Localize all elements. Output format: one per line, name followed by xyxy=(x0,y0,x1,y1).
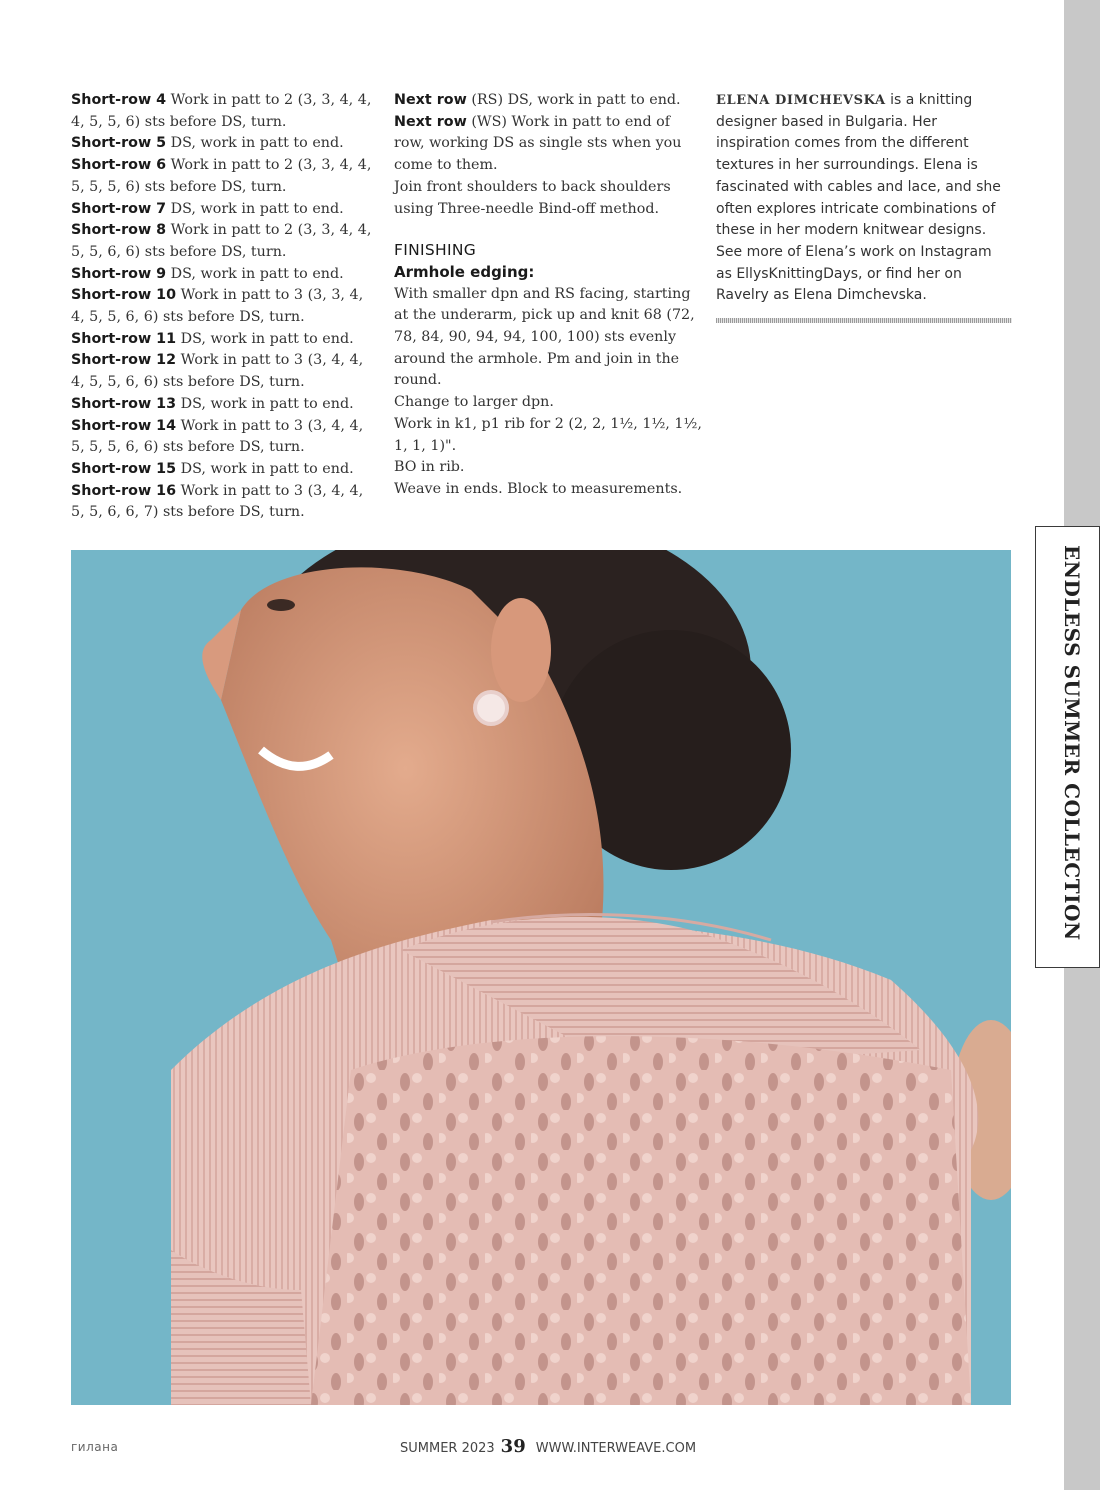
row-label: Short-row 12 xyxy=(71,352,177,369)
row-text: Work in patt to 2 (3, 3, 4, 4, xyxy=(166,92,372,108)
bio-divider xyxy=(716,318,1012,323)
row-text: 5, 5, 5, 6, 6) sts before DS, turn. xyxy=(71,439,305,456)
page-footer xyxy=(400,1436,696,1457)
instruction-line xyxy=(71,372,371,394)
finishing-line: Work in k1, p1 rib for 2 (2, 2, 1½, 1½, 1½, xyxy=(394,415,702,432)
row-text: Work in patt to 2 (3, 3, 4, 4, xyxy=(166,222,372,239)
row-text: 4, 5, 5, 6) sts before DS, turn. xyxy=(71,113,287,130)
row-label: Next row xyxy=(394,92,467,108)
instruction-line xyxy=(71,502,371,524)
finishing-line: 1, 1, 1)". xyxy=(394,437,457,454)
row-label: Short-row 16 xyxy=(71,482,177,499)
row-label: Short-row 6 xyxy=(71,157,167,174)
row-label: Short-row 14 xyxy=(71,417,177,434)
row-label: Short-row 15 xyxy=(71,460,177,477)
instruction-line xyxy=(71,437,371,459)
page-number: 39 xyxy=(500,1436,526,1457)
row-label: Short-row 11 xyxy=(71,330,177,347)
instruction-line xyxy=(71,133,371,155)
row-label: Next row xyxy=(394,113,467,130)
bio-line: as EllysKnittingDays, or find her on xyxy=(716,265,962,282)
row-text: Work in patt to 3 (3, 4, 4, xyxy=(176,417,364,434)
section-tab-label: ENDLESS SUMMER COLLECTION xyxy=(1060,545,1084,941)
instruction-line xyxy=(71,416,371,438)
row-text: Work in patt to 2 (3, 3, 4, 4, xyxy=(166,157,372,174)
row-text: Join front shoulders to back shoulders xyxy=(394,178,671,195)
model-photo xyxy=(71,550,1011,1405)
pattern-column-2 xyxy=(394,90,702,501)
row-text: DS, work in patt to end. xyxy=(176,395,354,412)
row-text: (WS) Work in patt to end of xyxy=(466,113,671,130)
instruction-line xyxy=(71,350,371,372)
instruction-line xyxy=(71,285,371,307)
instruction-line xyxy=(71,242,371,264)
bio-line: fascinated with cables and lace, and she xyxy=(716,178,1001,195)
row-text: using Three-needle Bind-off method. xyxy=(394,200,660,217)
instruction-line xyxy=(71,199,371,221)
author-name: ELENA DIMCHEVSKA xyxy=(716,93,886,108)
row-label: Short-row 13 xyxy=(71,395,177,412)
bio-line: these in her modern knitwear designs. xyxy=(716,222,987,239)
row-text: DS, work in patt to end. xyxy=(166,265,344,282)
watermark: гилана xyxy=(71,1440,119,1454)
instruction-line xyxy=(71,459,371,481)
instruction-line xyxy=(71,394,371,416)
row-text: (RS) DS, work in patt to end. xyxy=(466,92,681,108)
row-text: 5, 5, 6, 6, 7) sts before DS, turn. xyxy=(71,504,305,521)
bio-first-line: ELENA DIMCHEVSKA is a knitting xyxy=(716,92,973,108)
model-illustration xyxy=(71,550,1011,1405)
bio-line: See more of Elena’s work on Instagram xyxy=(716,243,992,260)
armhole-edging-subheading: Armhole edging: xyxy=(394,262,535,281)
finishing-line: BO in rib. xyxy=(394,459,465,476)
instruction-line xyxy=(394,90,694,112)
pattern-column-1 xyxy=(71,90,371,524)
instruction-line xyxy=(71,177,371,199)
instruction-line xyxy=(71,155,371,177)
finishing-line: 78, 84, 90, 94, 94, 100, 100) sts evenly xyxy=(394,329,677,346)
row-label: Short-row 7 xyxy=(71,200,167,217)
instruction-line xyxy=(394,112,694,134)
instruction-line xyxy=(71,307,371,329)
row-label: Short-row 5 xyxy=(71,135,167,152)
finishing-line: round. xyxy=(394,372,442,389)
website-link[interactable]: WWW.INTERWEAVE.COM xyxy=(535,1441,697,1456)
row-label: Short-row 8 xyxy=(71,222,167,239)
bio-line: Ravelry as Elena Dimchevska. xyxy=(716,287,927,304)
row-text: DS, work in patt to end. xyxy=(176,330,354,347)
instruction-line xyxy=(394,155,694,177)
finishing-line: With smaller dpn and RS facing, starting xyxy=(394,285,691,302)
row-text: DS, work in patt to end. xyxy=(166,200,344,217)
row-text: 5, 5, 6, 6) sts before DS, turn. xyxy=(71,243,287,260)
instruction-line xyxy=(71,112,371,134)
row-text: Work in patt to 3 (3, 4, 4, xyxy=(176,352,364,369)
row-text: 4, 5, 5, 6, 6) sts before DS, turn. xyxy=(71,374,305,391)
finishing-line: Change to larger dpn. xyxy=(394,394,554,411)
instruction-line xyxy=(394,199,694,221)
finishing-line: around the armhole. Pm and join in the xyxy=(394,350,680,367)
issue-label: SUMMER 2023 xyxy=(400,1441,495,1456)
row-text: 5, 5, 5, 6) sts before DS, turn. xyxy=(71,178,287,195)
finishing-line: at the underarm, pick up and knit 68 (72, xyxy=(394,307,695,324)
instruction-line xyxy=(71,220,371,242)
finishing-line: Weave in ends. Block to measurements. xyxy=(394,480,683,497)
instruction-line xyxy=(394,177,694,199)
instruction-line xyxy=(71,329,371,351)
author-bio xyxy=(716,90,1016,307)
row-label: Short-row 4 xyxy=(71,92,167,108)
bio-line: often explores intricate combinations of xyxy=(716,200,996,217)
instruction-line xyxy=(71,90,371,112)
row-text: DS, work in patt to end. xyxy=(176,460,354,477)
finishing-heading: FINISHING xyxy=(394,241,477,260)
instruction-line xyxy=(71,481,371,503)
bio-line: inspiration comes from the different xyxy=(716,135,969,152)
instruction-line xyxy=(71,264,371,286)
row-text: Work in patt to 3 (3, 3, 4, xyxy=(176,287,364,304)
row-label: Short-row 10 xyxy=(71,287,177,304)
row-text: Work in patt to 3 (3, 4, 4, xyxy=(176,482,364,499)
bio-line: designer based in Bulgaria. Her xyxy=(716,113,938,130)
instruction-line xyxy=(394,133,694,155)
bio-line: textures in her surroundings. Elena is xyxy=(716,157,978,174)
row-text: row, working DS as single sts when you xyxy=(394,135,682,152)
row-text: come to them. xyxy=(394,157,498,174)
row-label: Short-row 9 xyxy=(71,265,167,282)
row-text: DS, work in patt to end. xyxy=(166,135,344,152)
row-text: 4, 5, 5, 6, 6) sts before DS, turn. xyxy=(71,309,305,326)
